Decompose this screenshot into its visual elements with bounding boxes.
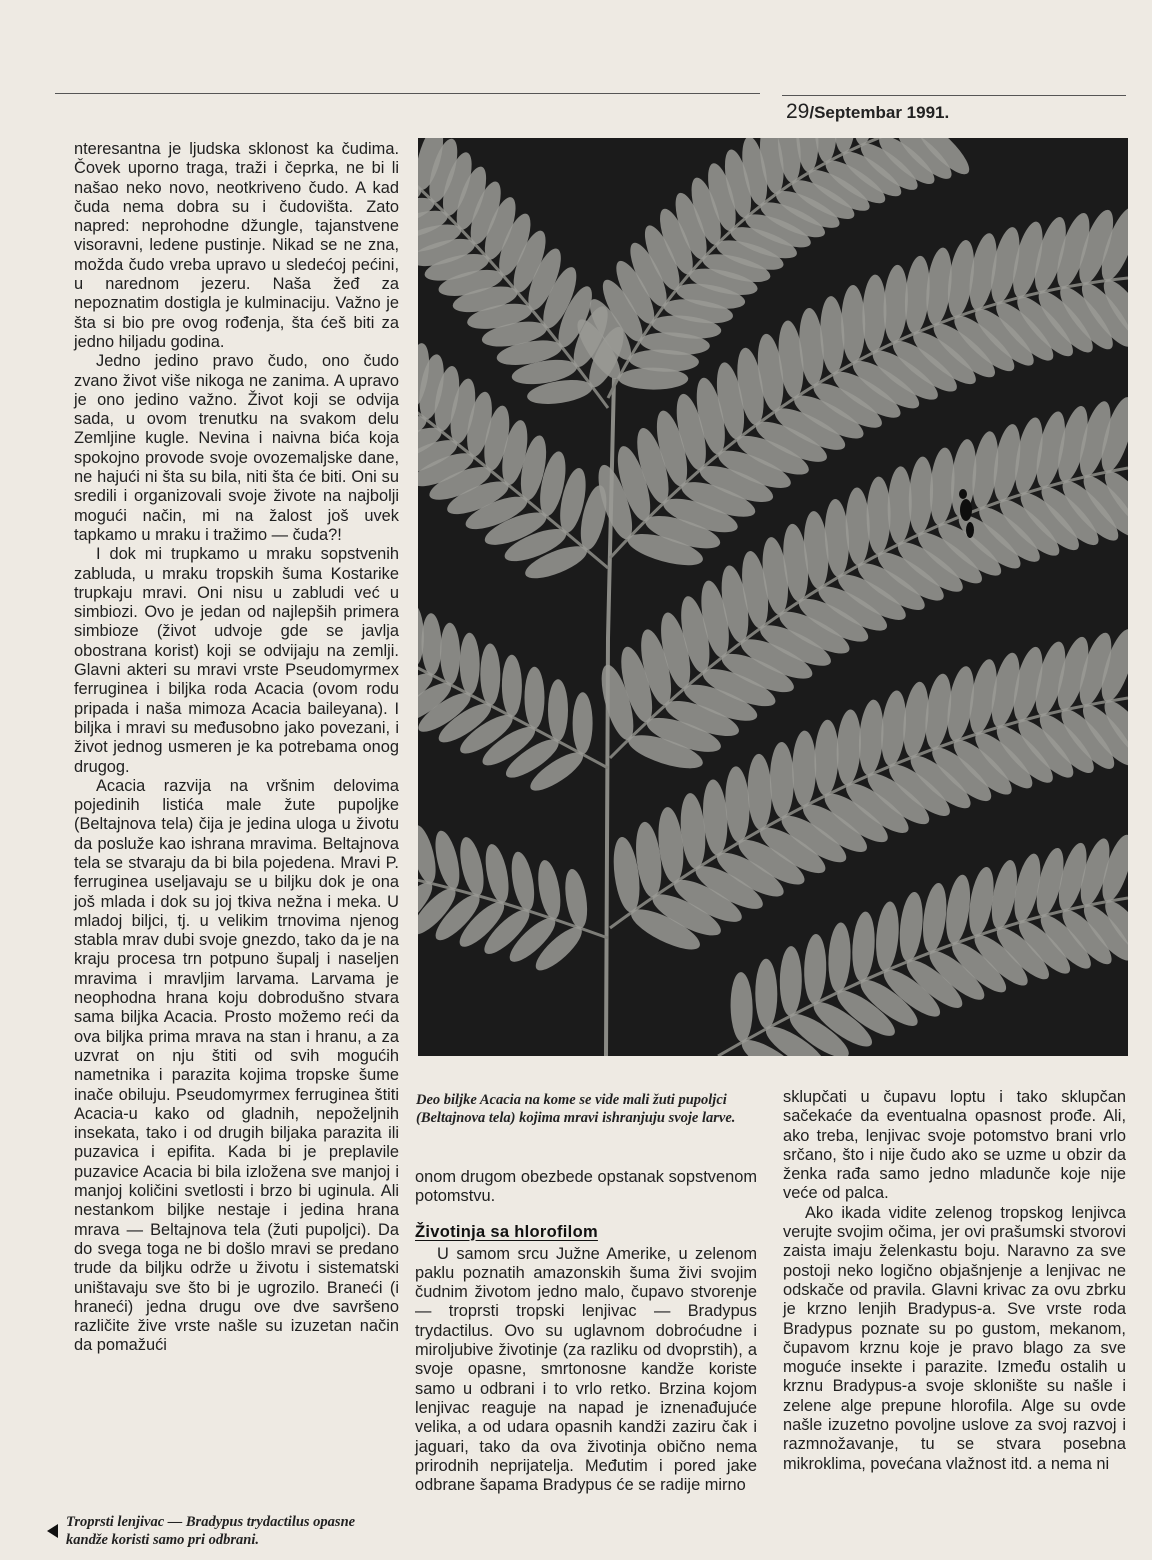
page-number: 29 [786,100,810,123]
header-rule-left [55,93,760,94]
acacia-photo [418,138,1128,1056]
leaf-frond [418,604,608,797]
leaf-frond [418,823,608,977]
article-paragraph: I dok mi trupkamo u mraku sopstvenih zabluda, u mraku tropskih šuma Kostarike trupkaju mravi. Oni nisu u zabludi već u simbiozi. Ovo je jedan od najlepših primera simbioze (život udvoje gde se javlja obostrana korist) koji se odvijaju na zemlji. Glavni akteri su mravi vrste Pseudomyrmex ferruginea i biljka roda Acacia (ovom rodu pripada i naša mimoza Acacia baileyana). I biljka i mravi su međusobno jako povezani, i život jednog usmeren je ka potrebama onog drugog. [74,545,399,776]
left-pointer-icon [47,1524,58,1538]
sloth-caption: Troprsti lenjivac — Bradypus trydactilus opasne kandže koristi samo pri odbrani. [66,1514,356,1548]
page-folio [786,100,949,124]
article-paragraph: nteresantna je ljudska sklonost ka čudima. Čovek uporno traga, traži i čeprka, ne bi li našao neko novo, neotkriveno čudo. A kad čuda nema dobra su i čudovišta. Zato napred: neprohodne džungle, tajanstvene visoravni, ledene pustinje. Nikad se ne zna, možda čudo vreba upravo u sledećoj pećini, u narednom jezeru. Naša žeđ za nepoznatim dostigla je kulminaciju. Važno je šta si bio pre ovog rođenja, šta ćeš biti za jedno hiljadu godina. [74,140,399,351]
article-paragraph: U samom srcu Južne Amerike, u zelenom paklu poznatih amazonskih šuma živi svojim čudnim životom jedno malo, čupavo stvorenje — troprsti tropski lenjivac — Bradypus trydactilus. Ovo su uglavnom dobroćudne i miroljubive životinje (za razliku od dvoprstih), a svoje opasne, smrtonosne kandže koriste samo u odbrani i to vrlo retko. Brzina kojom lenjivac reaguje na napad je iznenađujuće velika, a od udara opasnih kandži zaziru čak i jaguari, tako da ova životinja obično nema prirodnih neprijatelja. Međutim i pored jake odbrane šapama Bradypus će se radije mirno [415,1244,757,1495]
article-paragraph: Acacia razvija na vršnim delovima pojedinih listića male žute pupoljke (Beltajnova tela) čija je jedina uloga u životu da posluže kao ishrana mravima. Beltajnova tela se stvaraju da bi bila pojedena. Mravi P. ferruginea useljavaju se u biljku dok je ona još mlada i dok su joj tkiva nežna i meka. U mladoj biljci, tj. u velikim trnovima njenog stabla mrav dubi svoje gnezdo, tako da je na kraju procesa trn potpuno šupalj i naseljen mravima i mravljim larvama. Larvama je neophodna hrana koju dobrodušno stvara sama biljka Acacia. Prosto možemo reći da ova biljka prima mrava na stan i hranu, a za uzvrat on nju štiti od svih mogućih nametnika i parazita kojima tropske šume inače obiluju. Pseudomyrmex ferruginea štiti Acacia-u kako od gladnih, nepoželjnih insekata, tako i od drugih biljaka parazita ili puzavica i epifita. Kada bi je preplavile puzavice Acacia bi bila izložena sve manjoj i manjoj količini svetlosti i brzo bi uginula. Ali nestankom biljke nestaje i jedina hrana mrava — Beltajnova tela (žuti pupoljci). Da do svega toga ne bi došlo mravi se predano trude da biljku održe u životu i sistematski uništavaju sve što bi je ugrozilo. Braneći (i hraneći) jedna drugu ove dve savršeno različite žive vrste našle su izuzetan način da pomažući [74,776,399,1355]
issue-date: /Septembar 1991. [809,103,950,122]
article-paragraph: sklupčati u čupavu loptu i tako sklupčan sačekaće da eventualna opasnost prođe. Ali, ako treba, lenjivac svoje potomstvo brani vrlo srčano, što i nije čudo ako se uzme u obzir da ženka rađa samo jedno mladunče koje nije veće od palca. [783,1088,1126,1203]
article-continuation: onom drugom obezbede opstanak sopstvenom potomstvu. [415,1168,757,1206]
article-paragraph: Ako ikada vidite zelenog tropskog lenjivca verujte svojim očima, jer ovi prašumski stvorovi zaista imaju želenkastu boju. Naravno za sve postoji neko logično objašnjenje a lenjivac ne odskače od pravila. Glavni krivac za ovu zbrku je krzno lenjih Bradypus-a. Sve vrste roda Bradypus poznate su po gustom, mekanom, čupavom krznu koje je pravo blago za sve moguće insekte i parazite. Između ostalih u krznu Bradypus-a svoje sklonište su našle i zelene alge prepune hlorofila. Alge su ovde našle izuzetno povoljne uslove za svoj razvoj i razmnožavanje, tu se stvara posebna mikroklima, povećana vlažnost itd. a nema ni [783,1203,1126,1473]
section-heading: Životinja sa hlorofilom [415,1222,598,1241]
header-rule-right [782,95,1126,96]
article-paragraph: Jedno jedino pravo čudo, ono čudo zvano život više nikoga ne zanima. A upravo je ono jedino važno. Život koji se odvija sada, u ovom trenutku na svakom delu Zemljine kugle. Nevina i naivna bića koja spokojno provode svoje ovozemaljske dane, ne hajući ni šta su bila, niti šta će biti. Oni su sredili i organizovali svoje živote na najbolji mogući način, mi na žalost još uvek tapkamo u mraku i tražimo — čuda?! [74,352,399,544]
middle-column [415,1168,757,1495]
ant-shape [960,499,972,521]
right-column [783,1088,1126,1474]
photo-caption: Deo biljke Acacia na kome se vide mali žuti pupoljci (Beltajnova tela) kojima mravi ishranjuju svoje larve. [416,1092,736,1126]
left-column [74,140,399,1356]
acacia-leaves-illustration [418,138,1128,1056]
